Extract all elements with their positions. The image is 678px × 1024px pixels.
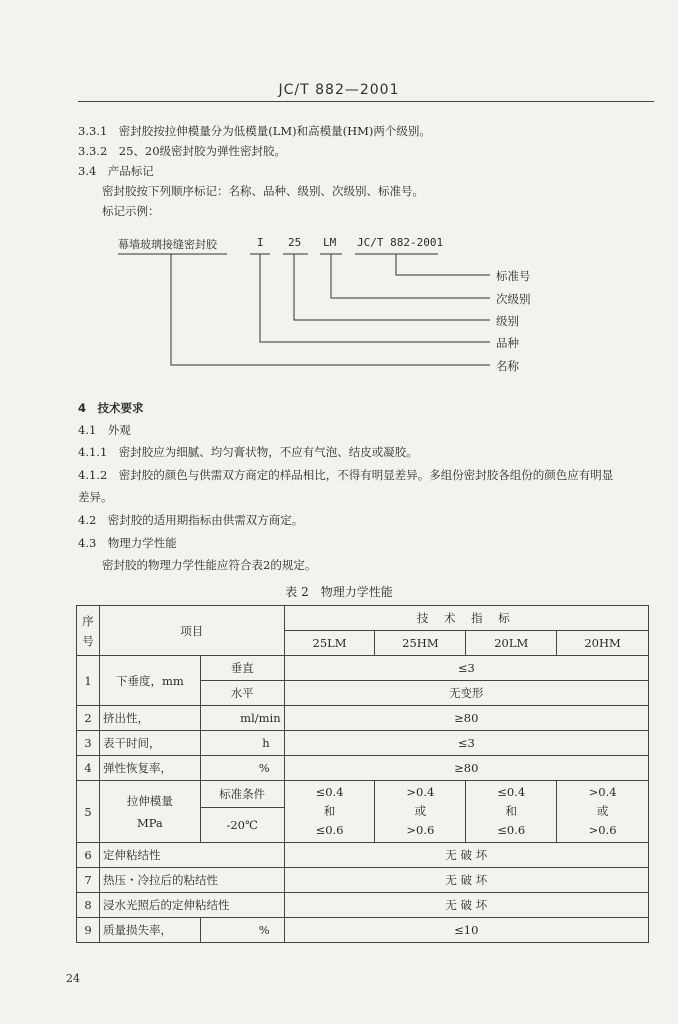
modulus-line: ≤0.4	[497, 785, 526, 799]
row-no: 9	[77, 918, 100, 943]
row-no: 4	[77, 756, 100, 781]
para-3-3-1: 3.3.1 密封胶按拉伸模量分为低模量(LM)和高模量(HM)两个级别。	[78, 124, 431, 138]
row-no: 6	[77, 843, 100, 868]
table-header-row	[77, 606, 649, 631]
modulus-20lm	[466, 781, 557, 843]
row-unit: %	[200, 918, 284, 943]
row-item: 质量损失率，	[99, 918, 200, 943]
para-4-2: 4.2 密封胶的适用期指标由供需双方商定。	[78, 513, 304, 527]
table-row	[77, 731, 649, 756]
leader-standard	[396, 254, 490, 275]
header-spec: 技 术 指 标	[284, 606, 648, 631]
para-3-4-text: 密封胶按下列顺序标记：名称、品种、级别、次级别、标准号。	[102, 184, 424, 198]
properties-table	[76, 605, 649, 943]
para-3-3-2: 3.3.2 25、20级密封胶为弹性密封胶。	[78, 144, 287, 158]
label-standard: 标准号	[496, 269, 531, 283]
modulus-line: >0.6	[406, 823, 435, 837]
table-row	[77, 656, 649, 681]
label-grade: 级别	[496, 314, 519, 328]
grade-25hm: 25HM	[375, 631, 466, 656]
row-subitem: 垂直	[200, 656, 284, 681]
modulus-line: >0.6	[588, 823, 617, 837]
para-4-1-1: 4.1.1 密封胶应为细腻、均匀膏状物，不应有气泡、结皮或凝胶。	[78, 445, 418, 459]
leader-subgrade	[331, 254, 490, 298]
row-unit: h	[200, 731, 284, 756]
para-4-3-text: 密封胶的物理力学性能应符合表2的规定。	[102, 558, 317, 572]
modulus-line: ≤0.6	[315, 823, 344, 837]
label-variety: 品种	[496, 336, 519, 350]
row-item: 下垂度，mm	[99, 656, 200, 706]
row-item-line1: 拉伸模量	[126, 793, 173, 808]
modulus-line: 和	[505, 804, 517, 818]
table-row	[77, 706, 649, 731]
para-4-1-2: 4.1.2 密封胶的颜色与供需双方商定的样品相比，不得有明显差异。多组份密封胶各组份的颜色应有明显	[78, 468, 614, 482]
para-4-1-2-cont: 差异。	[78, 490, 113, 504]
row-no: 2	[77, 706, 100, 731]
modulus-line: ≤0.6	[497, 823, 526, 837]
modulus-20hm	[557, 781, 649, 843]
row-item: 挤出性，	[99, 706, 200, 731]
para-3-4-example-label: 标记示例：	[102, 204, 160, 218]
table-row	[77, 756, 649, 781]
modulus-line: 或	[414, 804, 427, 818]
row-condition: 标准条件	[200, 781, 284, 808]
para-3-4: 3.4 产品标记	[78, 164, 154, 178]
example-subgrade: LM	[323, 236, 337, 249]
table-row	[77, 781, 649, 808]
section-4-title: 4 技术要求	[78, 401, 144, 415]
row-condition: -20℃	[200, 808, 284, 843]
page-number: 24	[66, 972, 80, 985]
modulus-line: >0.4	[406, 785, 435, 799]
row-value: ≤10	[284, 918, 648, 943]
modulus-line: >0.4	[588, 785, 617, 799]
row-item: 热压・冷拉后的粘结性	[99, 868, 284, 893]
row-no: 7	[77, 868, 100, 893]
modulus-line: ≤0.4	[315, 785, 344, 799]
table-caption: 表 2 物理力学性能	[285, 585, 393, 599]
modulus-line: 或	[596, 804, 609, 818]
row-unit: ml/min	[200, 706, 284, 731]
row-value: ≥80	[284, 706, 648, 731]
row-item-line2: MPa	[136, 815, 163, 830]
table-row	[77, 918, 649, 943]
row-item: 表干时间，	[99, 731, 200, 756]
row-value: 无 破 坏	[284, 868, 648, 893]
row-value: 无变形	[284, 681, 648, 706]
row-value: 无 破 坏	[284, 893, 648, 918]
row-subitem: 水平	[200, 681, 284, 706]
row-no: 1	[77, 656, 100, 706]
example-standard: JC/T 882-2001	[357, 236, 444, 249]
grade-20hm: 20HM	[557, 631, 649, 656]
marking-diagram	[0, 0, 678, 400]
row-unit: %	[200, 756, 284, 781]
table-row	[77, 843, 649, 868]
row-value: ≤3	[284, 731, 648, 756]
row-value: ≤3	[284, 656, 648, 681]
row-item	[99, 781, 200, 843]
label-name: 名称	[496, 359, 519, 373]
example-variety: I	[257, 236, 264, 249]
para-4-3: 4.3 物理力学性能	[78, 536, 177, 550]
example-grade: 25	[288, 236, 302, 249]
grade-20lm: 20LM	[466, 631, 557, 656]
modulus-line: 和	[323, 804, 336, 818]
header-item: 项目	[99, 606, 284, 656]
example-name: 幕墙玻璃接缝密封胶	[118, 238, 217, 251]
page-header: JC/T 882—2001	[278, 82, 400, 98]
modulus-25lm	[284, 781, 375, 843]
row-value: 无 破 坏	[284, 843, 648, 868]
row-no: 8	[77, 893, 100, 918]
leader-grade	[294, 254, 490, 320]
label-subgrade: 次级别	[496, 292, 531, 306]
row-item: 弹性恢复率，	[99, 756, 200, 781]
table-row	[77, 893, 649, 918]
row-item: 定伸粘结性	[99, 843, 284, 868]
row-item: 浸水光照后的定伸粘结性	[99, 893, 284, 918]
para-4-1: 4.1 外观	[78, 423, 131, 437]
row-no: 5	[77, 781, 100, 843]
row-value: ≥80	[284, 756, 648, 781]
header-seq: 序号	[77, 606, 100, 656]
modulus-25hm	[375, 781, 466, 843]
grade-25lm: 25LM	[284, 631, 375, 656]
table-row	[77, 868, 649, 893]
row-no: 3	[77, 731, 100, 756]
